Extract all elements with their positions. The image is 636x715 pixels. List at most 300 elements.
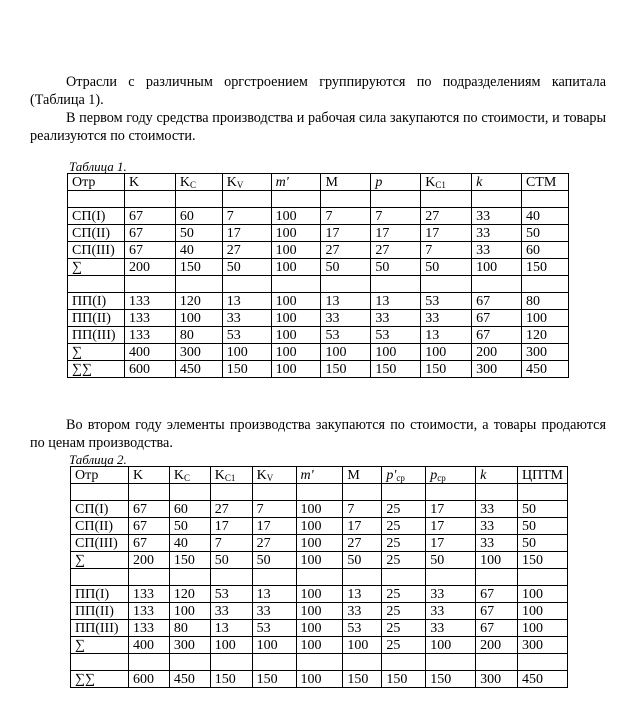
table-2-cell: 25 xyxy=(382,518,426,535)
table-1-header-cell xyxy=(321,174,371,191)
table-2-cell xyxy=(210,484,252,501)
table-2-cell xyxy=(210,569,252,586)
table-row xyxy=(71,603,568,620)
table-2-cell xyxy=(426,569,476,586)
table-2-cell: 600 xyxy=(128,671,169,688)
table-2-cell: 50 xyxy=(517,535,567,552)
table-row xyxy=(68,293,569,310)
table-2-cell: 67 xyxy=(128,535,169,552)
table-1-row-label: ∑ xyxy=(68,259,125,276)
table-2-header-cell xyxy=(517,467,567,484)
table-row xyxy=(71,501,568,518)
table-1-header-label: K xyxy=(226,174,237,190)
table-1-cell xyxy=(472,276,522,293)
table-1-row-label: СП(III) xyxy=(68,242,125,259)
table-2-header-cell xyxy=(128,467,169,484)
table-1-cell: 13 xyxy=(222,293,271,310)
table-2-cell: 67 xyxy=(128,501,169,518)
table-2-cell: 33 xyxy=(426,603,476,620)
table-1-header-label: p xyxy=(375,174,383,190)
table-1-cell: 60 xyxy=(175,208,222,225)
table-2-cell: 67 xyxy=(476,620,518,637)
table-1-cell: 100 xyxy=(271,259,321,276)
table-2-cell: 25 xyxy=(382,620,426,637)
table-2-cell: 100 xyxy=(517,603,567,620)
table-row xyxy=(71,484,568,501)
table-1-cell: 67 xyxy=(472,293,522,310)
table-1-cell: 100 xyxy=(271,225,321,242)
table-1-cell: 100 xyxy=(271,327,321,344)
table-2-cell: 33 xyxy=(476,535,518,552)
table-2-cell xyxy=(343,484,382,501)
table-2-cell: 50 xyxy=(343,552,382,569)
table-2-cell: 17 xyxy=(210,518,252,535)
table-2-cell: 60 xyxy=(169,501,210,518)
table-1-cell: 100 xyxy=(472,259,522,276)
table-1-header-label: CTM xyxy=(525,174,557,190)
table-1-header-cell xyxy=(421,174,472,191)
table-2-header-label: K xyxy=(256,467,267,483)
table-2-cell: 100 xyxy=(296,637,343,654)
table-2-cell: 33 xyxy=(476,501,518,518)
table-1-cell: 67 xyxy=(472,327,522,344)
table-2-cell: 50 xyxy=(517,518,567,535)
table-1-header-cell xyxy=(521,174,568,191)
table-2-cell: 25 xyxy=(382,535,426,552)
table-2-cell: 7 xyxy=(343,501,382,518)
table-1-cell: 200 xyxy=(124,259,175,276)
table-1-cell: 67 xyxy=(124,225,175,242)
table-1-cell: 67 xyxy=(124,242,175,259)
table-2-header-subscript: C1 xyxy=(224,472,236,483)
table-1-cell xyxy=(421,191,472,208)
table-1-cell: 67 xyxy=(472,310,522,327)
table-1-row-label: ∑ xyxy=(68,344,125,361)
table-1-cell: 133 xyxy=(124,310,175,327)
table-1-cell: 7 xyxy=(321,208,371,225)
table-2 xyxy=(70,466,568,688)
table-2-cell xyxy=(128,569,169,586)
table-2-cell: 50 xyxy=(210,552,252,569)
table-1-cell: 13 xyxy=(421,327,472,344)
table-1-cell: 100 xyxy=(222,344,271,361)
table-2-cell: 25 xyxy=(382,552,426,569)
table-2-header-cell xyxy=(426,467,476,484)
table-2-cell: 133 xyxy=(128,586,169,603)
paragraph-2-text: В первом году средства производства и рабочая сила закупаются по стоимости, и товары реализуются по стоимости. xyxy=(30,110,606,144)
table-2-cell: 7 xyxy=(210,535,252,552)
table-1-cell: 150 xyxy=(521,259,568,276)
table-1-cell: 27 xyxy=(421,208,472,225)
table-2-cell: 7 xyxy=(252,501,296,518)
table-2-cell xyxy=(128,654,169,671)
table-1-cell: 100 xyxy=(521,310,568,327)
table-2-cell: 100 xyxy=(296,586,343,603)
table-1-cell xyxy=(124,276,175,293)
table-row xyxy=(71,535,568,552)
table-2-cell: 50 xyxy=(252,552,296,569)
table-2-row-label: ∑ xyxy=(71,637,129,654)
table-1-cell: 7 xyxy=(421,242,472,259)
table-1-row-label: ПП(III) xyxy=(68,327,125,344)
table-1-cell: 53 xyxy=(421,293,472,310)
table-1-cell xyxy=(371,276,421,293)
table-2-cell: 67 xyxy=(128,518,169,535)
table-1-cell: 53 xyxy=(321,327,371,344)
table-1-cell: 17 xyxy=(222,225,271,242)
table-2-cell: 300 xyxy=(169,637,210,654)
table-1-row-label: ПП(I) xyxy=(68,293,125,310)
table-1-row-label: СП(I) xyxy=(68,208,125,225)
table-1-cell: 100 xyxy=(271,361,321,378)
table-row xyxy=(71,637,568,654)
table-2-cell: 100 xyxy=(476,552,518,569)
paragraph-1 xyxy=(30,73,606,109)
table-2-cell: 50 xyxy=(517,501,567,518)
table-1-row-label: СП(II) xyxy=(68,225,125,242)
table-2-cell xyxy=(382,484,426,501)
table-2-row-label xyxy=(71,569,129,586)
table-2-cell: 120 xyxy=(169,586,210,603)
table-2-cell: 17 xyxy=(252,518,296,535)
table-2-cell: 300 xyxy=(476,671,518,688)
table-2-cell: 150 xyxy=(210,671,252,688)
table-row xyxy=(68,191,569,208)
table-2-cell: 150 xyxy=(252,671,296,688)
table-2-cell: 400 xyxy=(128,637,169,654)
table-1-cell: 50 xyxy=(175,225,222,242)
table-2-cell: 100 xyxy=(169,603,210,620)
table-2-header-cell xyxy=(252,467,296,484)
table-1-cell: 17 xyxy=(321,225,371,242)
table-2-cell: 25 xyxy=(382,637,426,654)
table-2-cell: 53 xyxy=(343,620,382,637)
table-1-cell xyxy=(222,276,271,293)
table-2-cell xyxy=(382,654,426,671)
table-1-header-label: k xyxy=(476,174,483,190)
table-2-cell: 33 xyxy=(426,620,476,637)
table-2-row-label: ПП(I) xyxy=(71,586,129,603)
table-1-cell: 40 xyxy=(175,242,222,259)
table-2-row-label: ПП(III) xyxy=(71,620,129,637)
table-2-cell: 17 xyxy=(343,518,382,535)
table-2-cell xyxy=(343,654,382,671)
table-1-header-subscript: C1 xyxy=(435,179,446,190)
table-2-cell xyxy=(252,484,296,501)
table-2-cell: 100 xyxy=(517,620,567,637)
table-1-header-subscript: C xyxy=(189,179,196,190)
table-1-cell xyxy=(371,191,421,208)
table-2-cell: 100 xyxy=(296,552,343,569)
table-1-cell: 100 xyxy=(271,208,321,225)
table-row xyxy=(71,671,568,688)
table-2-cell: 100 xyxy=(343,637,382,654)
table-1-cell: 300 xyxy=(175,344,222,361)
table-2-cell: 25 xyxy=(382,501,426,518)
table-1-cell xyxy=(421,276,472,293)
table-1-cell: 33 xyxy=(472,225,522,242)
table-1-cell: 100 xyxy=(271,293,321,310)
table-1-cell: 600 xyxy=(124,361,175,378)
table-1-cell: 27 xyxy=(321,242,371,259)
table-1-caption: Таблица 1. xyxy=(69,159,127,174)
table-row xyxy=(68,276,569,293)
table-2-cell: 100 xyxy=(252,637,296,654)
paragraph-3-text: Во втором году элементы производства закупаются по стоимости, а товары продаются по ценам производства. xyxy=(30,417,606,451)
table-1-cell xyxy=(271,276,321,293)
table-1-header-cell xyxy=(124,174,175,191)
table-row xyxy=(68,208,569,225)
table-2-cell: 100 xyxy=(296,620,343,637)
table-2-header-label: ЦПТМ xyxy=(521,467,563,483)
paragraph-2 xyxy=(30,109,606,145)
table-1-cell: 7 xyxy=(222,208,271,225)
table-1-header-label: K xyxy=(425,174,436,190)
table-1-cell: 200 xyxy=(472,344,522,361)
table-1-cell: 100 xyxy=(421,344,472,361)
table-2-cell: 450 xyxy=(517,671,567,688)
table-2-cell: 100 xyxy=(296,603,343,620)
table-1-cell: 100 xyxy=(175,310,222,327)
table-2-header-row xyxy=(71,467,568,484)
table-2-header-subscript: ср xyxy=(437,472,446,483)
table-2-cell: 300 xyxy=(517,637,567,654)
table-2-cell xyxy=(128,484,169,501)
table-row xyxy=(68,344,569,361)
table-1-row-label xyxy=(68,276,125,293)
table-2-cell: 133 xyxy=(128,620,169,637)
table-1-cell: 33 xyxy=(472,208,522,225)
table-row xyxy=(68,361,569,378)
table-2-cell xyxy=(426,484,476,501)
table-2-header-cell xyxy=(71,467,129,484)
table-row xyxy=(68,327,569,344)
table-2-cell: 67 xyxy=(476,586,518,603)
table-1-cell: 60 xyxy=(521,242,568,259)
table-row xyxy=(71,654,568,671)
table-2-cell: 33 xyxy=(210,603,252,620)
table-2-header-subscript: C xyxy=(183,472,190,483)
table-2-cell xyxy=(343,569,382,586)
table-1-cell: 40 xyxy=(521,208,568,225)
table-2-row-label: ПП(II) xyxy=(71,603,129,620)
table-2-header-cell xyxy=(476,467,518,484)
table-2-cell: 13 xyxy=(343,586,382,603)
table-2-cell xyxy=(517,654,567,671)
table-1 xyxy=(67,173,569,378)
table-1-header-cell xyxy=(371,174,421,191)
table-1-header-cell xyxy=(472,174,522,191)
table-2-header-label: Отр xyxy=(75,467,99,483)
table-1-cell: 33 xyxy=(421,310,472,327)
table-2-header-label: m' xyxy=(300,467,314,483)
table-2-caption: Таблица 2. xyxy=(69,452,127,467)
table-1-cell xyxy=(124,191,175,208)
table-row xyxy=(71,518,568,535)
table-1-cell: 33 xyxy=(472,242,522,259)
table-2-cell: 200 xyxy=(128,552,169,569)
table-2-header-label: K xyxy=(173,467,184,483)
table-2-cell: 25 xyxy=(382,603,426,620)
table-2-cell xyxy=(210,654,252,671)
table-2-cell: 25 xyxy=(382,586,426,603)
table-2-cell: 150 xyxy=(343,671,382,688)
table-1-cell: 33 xyxy=(222,310,271,327)
table-2-cell xyxy=(169,484,210,501)
table-1-header-label: m' xyxy=(275,174,289,190)
table-1-cell xyxy=(321,191,371,208)
table-2-cell xyxy=(296,654,343,671)
table-2-header-label: p' xyxy=(386,467,397,483)
table-2-cell: 33 xyxy=(343,603,382,620)
table-1-cell: 100 xyxy=(371,344,421,361)
table-2-header-cell xyxy=(210,467,252,484)
table-1-cell xyxy=(175,191,222,208)
table-2-cell: 100 xyxy=(426,637,476,654)
table-2-cell: 53 xyxy=(210,586,252,603)
table-1-cell xyxy=(271,191,321,208)
table-row xyxy=(71,586,568,603)
table-2-row-label: СП(III) xyxy=(71,535,129,552)
table-1-cell: 450 xyxy=(175,361,222,378)
table-1-header-label: M xyxy=(325,174,338,190)
table-2-cell: 67 xyxy=(476,603,518,620)
table-row xyxy=(68,225,569,242)
table-2-cell: 17 xyxy=(426,535,476,552)
table-1-cell: 50 xyxy=(421,259,472,276)
table-1-header-label: K xyxy=(179,174,190,190)
table-1-cell: 50 xyxy=(371,259,421,276)
table-2-cell: 150 xyxy=(382,671,426,688)
table-2-header-label: k xyxy=(480,467,487,483)
table-2-cell xyxy=(252,569,296,586)
table-2-row-label xyxy=(71,654,129,671)
table-1-cell: 100 xyxy=(271,242,321,259)
table-2-cell: 150 xyxy=(169,552,210,569)
table-2-cell: 27 xyxy=(343,535,382,552)
table-2-cell: 33 xyxy=(476,518,518,535)
table-2-header-label: K xyxy=(132,467,144,483)
table-1-cell: 33 xyxy=(371,310,421,327)
table-1-row-label: ПП(II) xyxy=(68,310,125,327)
table-2-header-cell xyxy=(296,467,343,484)
table-1-header-cell xyxy=(68,174,125,191)
table-2-header-subscript: ср xyxy=(396,472,405,483)
table-2-cell: 40 xyxy=(169,535,210,552)
table-2-cell xyxy=(382,569,426,586)
table-2-row-label xyxy=(71,484,129,501)
table-1-row-label xyxy=(68,191,125,208)
table-row xyxy=(71,620,568,637)
table-2-cell: 27 xyxy=(252,535,296,552)
table-1-cell: 17 xyxy=(371,225,421,242)
table-2-cell: 17 xyxy=(426,518,476,535)
table-1-cell: 133 xyxy=(124,327,175,344)
table-2-cell xyxy=(169,569,210,586)
table-1-header-cell xyxy=(222,174,271,191)
table-1-header-cell xyxy=(271,174,321,191)
table-2-cell xyxy=(517,569,567,586)
table-2-cell: 33 xyxy=(426,586,476,603)
table-2-cell: 27 xyxy=(210,501,252,518)
table-1-cell: 100 xyxy=(271,344,321,361)
table-2-row-label: СП(II) xyxy=(71,518,129,535)
table-2-cell: 150 xyxy=(426,671,476,688)
table-2-row-label: ∑∑ xyxy=(71,671,129,688)
table-2-cell: 100 xyxy=(296,518,343,535)
table-2-cell: 13 xyxy=(210,620,252,637)
table-1-cell: 27 xyxy=(222,242,271,259)
table-1-cell: 150 xyxy=(321,361,371,378)
table-1-header-label: K xyxy=(128,174,140,190)
table-1-cell: 300 xyxy=(472,361,522,378)
table-2-cell xyxy=(476,569,518,586)
table-2-cell: 17 xyxy=(426,501,476,518)
table-row xyxy=(71,569,568,586)
table-2-header-label: p xyxy=(430,467,438,483)
table-1-cell: 50 xyxy=(321,259,371,276)
table-2-cell xyxy=(169,654,210,671)
table-1-cell: 17 xyxy=(421,225,472,242)
table-2-cell xyxy=(252,654,296,671)
table-1-header-cell xyxy=(175,174,222,191)
table-1-cell: 150 xyxy=(421,361,472,378)
table-1-header-row xyxy=(68,174,569,191)
table-1-cell: 80 xyxy=(521,293,568,310)
table-1-cell: 27 xyxy=(371,242,421,259)
table-1-cell: 300 xyxy=(521,344,568,361)
table-1-cell: 7 xyxy=(371,208,421,225)
table-1-cell xyxy=(472,191,522,208)
table-row xyxy=(68,259,569,276)
table-1-cell: 80 xyxy=(175,327,222,344)
table-2-cell xyxy=(517,484,567,501)
table-1-cell: 150 xyxy=(175,259,222,276)
table-2-cell xyxy=(476,654,518,671)
table-2-header-label: K xyxy=(214,467,225,483)
table-2-header-cell xyxy=(343,467,382,484)
paragraph-1-text: Отрасли с различным оргстроением группируются по подразделениям капитала (Таблица 1). xyxy=(30,74,606,108)
table-2-cell: 100 xyxy=(296,501,343,518)
table-1-cell: 450 xyxy=(521,361,568,378)
table-1-cell: 13 xyxy=(321,293,371,310)
table-row xyxy=(71,552,568,569)
table-2-header-cell xyxy=(169,467,210,484)
table-2-cell: 100 xyxy=(210,637,252,654)
table-1-cell: 53 xyxy=(371,327,421,344)
table-1-header-label: Отр xyxy=(72,174,96,190)
table-2-row-label: ∑ xyxy=(71,552,129,569)
table-2-cell: 13 xyxy=(252,586,296,603)
table-2-cell: 50 xyxy=(426,552,476,569)
table-row xyxy=(68,310,569,327)
table-2-cell: 150 xyxy=(517,552,567,569)
table-2-cell: 33 xyxy=(252,603,296,620)
table-2-cell: 200 xyxy=(476,637,518,654)
table-2-cell xyxy=(426,654,476,671)
table-1-cell xyxy=(521,276,568,293)
table-1-cell: 120 xyxy=(521,327,568,344)
table-2-cell: 50 xyxy=(169,518,210,535)
table-1-cell: 50 xyxy=(521,225,568,242)
table-2-cell: 450 xyxy=(169,671,210,688)
table-1-cell xyxy=(175,276,222,293)
table-2-header-subscript: V xyxy=(266,472,274,483)
table-1-cell xyxy=(321,276,371,293)
table-1-cell xyxy=(222,191,271,208)
table-2-cell xyxy=(296,484,343,501)
paragraph-3 xyxy=(30,416,606,452)
